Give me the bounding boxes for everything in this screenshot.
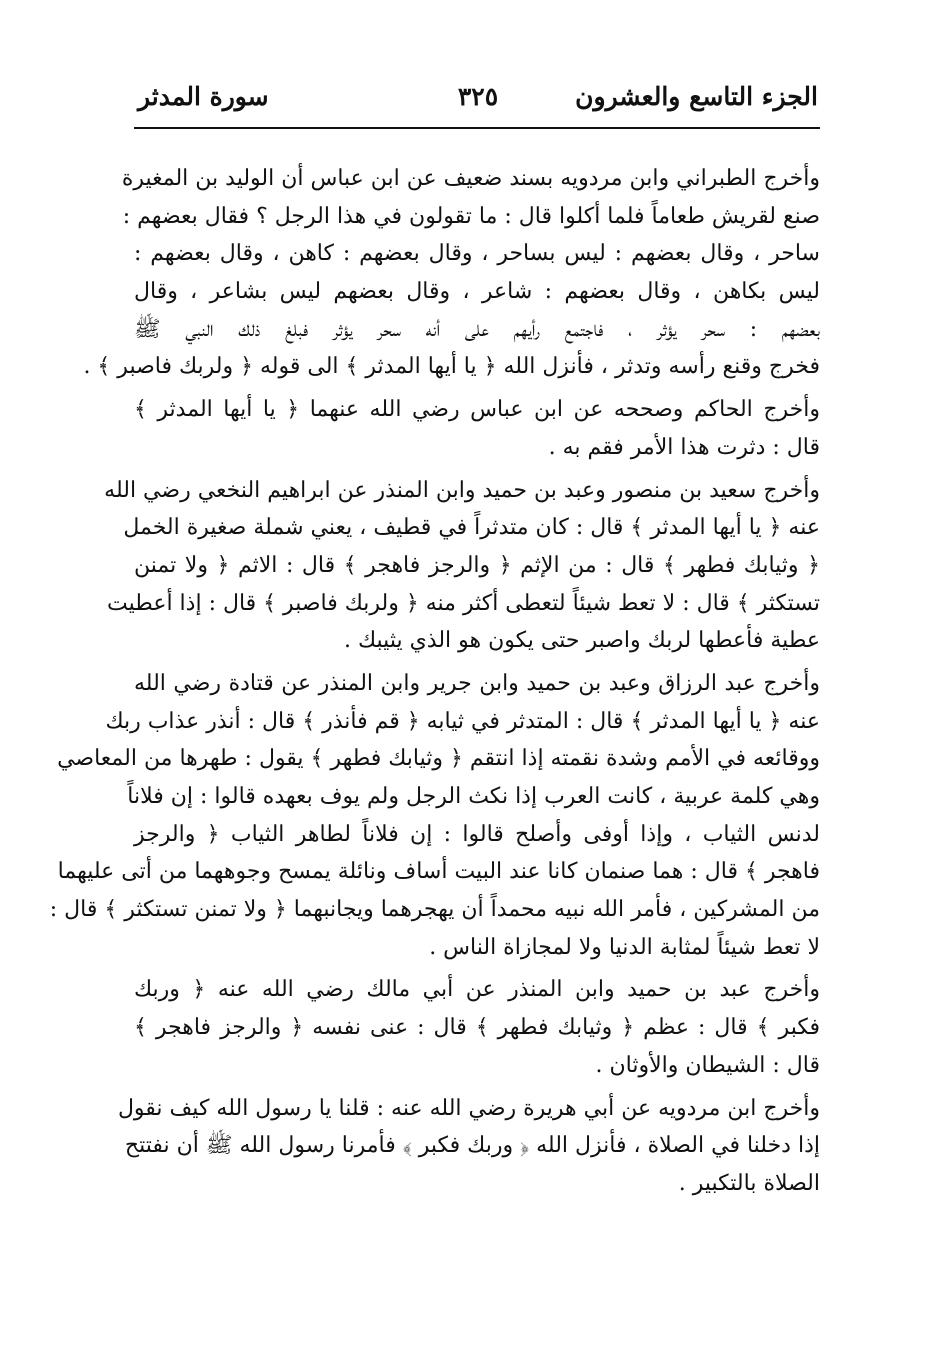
text-line: وأخرج عبد الرزاق وعبد بن حميد وابن جرير وابن المنذر عن قتادة رضي الله [134,670,820,696]
text-line: وأخرج الحاكم وصححه عن ابن عباس رضي الله عنهما ﴿ يا أيها المدثر ﴾ [134,397,820,423]
text-line: وأخرج سعيد بن منصور وعبد بن حميد وابن المنذر عن ابراهيم النخعي رضي الله [104,477,820,503]
text-line: تستكثر ﴾ قال : لا تعط شيئاً لتعطى أكثر منه ﴿ ولربك فاصبر ﴾ قال : إذا أعطيت [107,590,820,616]
text-line: الصلاة بالتكبير . [678,1170,820,1196]
paragraph [134,971,820,1084]
page-body [49,160,820,1203]
text-line: ساحر ، وقال بعضهم : ليس بساحر ، وقال بعضهم : كاهن ، وقال بعضهم : [134,241,820,267]
paragraph [49,665,820,967]
paragraph [83,160,820,386]
paragraph [104,472,820,660]
text-line: لا تعط شيئاً لمثابة الدنيا ولا لمجازاة الناس . [429,934,820,960]
text-line: وأخرج ابن مردويه عن أبي هريرة رضي الله عنه : قلنا يا رسول الله كيف نقول [117,1095,820,1121]
text-line: وهي كلمة عربية ، كانت العرب إذا نكث الرجل ولم يوف بعهده قالوا : إن فلاناً [127,784,820,809]
text-line: وأخرج عبد بن حميد وابن المنذر عن أبي مالك رضي الله عنه ﴿ وربك [134,977,820,1003]
text-line: قال : الشيطان والأوثان . [595,1052,820,1078]
page-header [138,82,818,122]
text-line: ﴿ وثيابك فطهر ﴾ قال : من الإثم ﴿ والرجز فاهجر ﴾ قال : الاثم ﴿ ولا تمنن [134,552,820,578]
text-line: ليس بكاهن ، وقال بعضهم : شاعر ، وقال بعضهم ليس بشاعر ، وقال [134,279,820,305]
paragraph [117,1090,820,1203]
text-line: صنع لقريش طعاماً فلما أكلوا قال : ما تقولون في هذا الرجل ؟ فقال بعضهم : [122,203,820,229]
text-line: إذا دخلنا في الصلاة ، فأنزل الله ﴿ وربك فكبر ﴾ فأمرنا رسول الله ﷺ أن نفتتح [124,1133,820,1159]
paragraph [134,391,820,466]
text-line: قال : دثرت هذا الأمر فقم به . [548,434,820,460]
text-line: عطية فأعطها لربك واصبر حتى يكون هو الذي يثيبك . [344,628,820,654]
text-line: بعضهم : سحر يؤثر ، فاجتمع رأيهم على أنه سحر يؤثر فبلغ ذلك النبي ﷺ [134,316,820,342]
text-line: فخرج وقنع رأسه وتدثر ، فأنزل الله ﴿ يا أيها المدثر ﴾ الى قوله ﴿ ولربك فاصبر ﴾ . [83,354,820,380]
text-line: لدنس الثياب ، وإذا أوفى وأصلح قالوا : إن فلاناً لطاهر الثياب ﴿ والرجز [134,821,820,847]
text-line: ووقائعه في الأمم وشدة نقمته إذا انتقم ﴿ وثيابك فطهر ﴾ يقول : طهرها من المعاصي [57,746,820,772]
text-line: وأخرج الطبراني وابن مردويه بسند ضعيف عن ابن عباس أن الوليد بن المغيرة [121,166,820,191]
header-rule [134,127,820,129]
text-line: فكبر ﴾ قال : عظم ﴿ وثيابك فطهر ﴾ قال : عنى نفسه ﴿ والرجز فاهجر ﴾ [134,1015,820,1041]
text-line: من المشركين ، فأمر الله نبيه محمداً أن يهجرهما ويجانبهما ﴿ ولا تمنن تستكثر ﴾ قال : [49,897,820,923]
text-line: عنه ﴿ يا أيها المدثر ﴾ قال : كان متدثراً في قطيف ، يعني شملة صغيرة الخمل [123,515,820,541]
page-number: ٣٢٥ [457,82,499,111]
text-line: فاهجر ﴾ قال : هما صنمان كانا عند البيت أساف ونائلة يمسح وجوههما من أتى عليهما [57,859,820,885]
part-title: الجزء التاسع والعشرون [575,82,818,111]
text-line: عنه ﴿ يا أيها المدثر ﴾ قال : المتدثر في ثيابه ﴿ قم فأنذر ﴾ قال : أنذر عذاب ربك [105,708,820,734]
surah-title: سورة المدثر [138,82,269,111]
